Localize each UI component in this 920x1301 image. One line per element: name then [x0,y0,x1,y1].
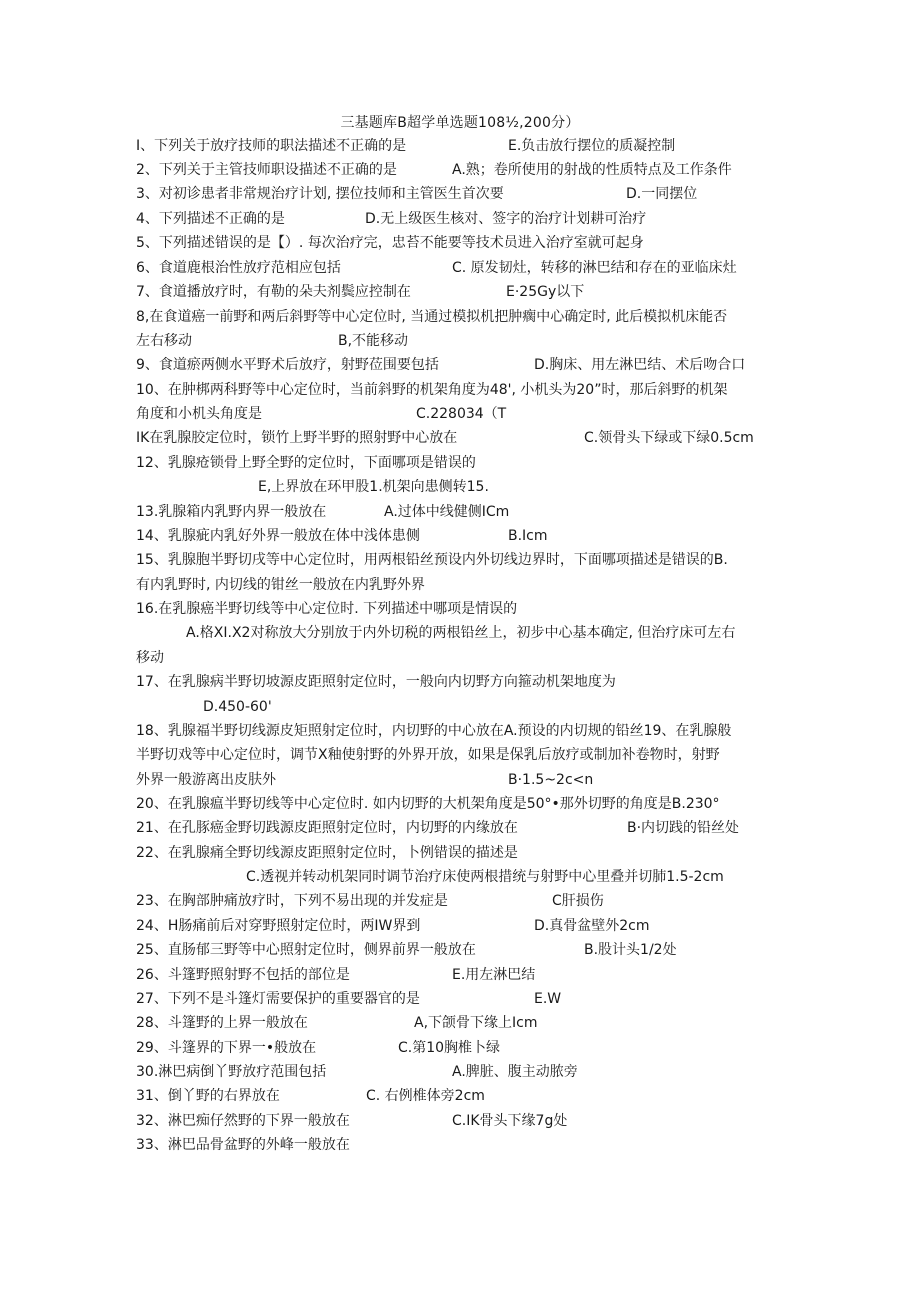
question-line: 20、在乳腺瘟半野切线等中心定位时. 如内切野的大机架角度是50°•那外切野的角度是B.230° [136,796,720,812]
answer: E.用左淋巴结 [452,967,536,983]
question-line: 31、倒丫野的右界放在 C. 右例椎体旁2cm [136,1088,485,1104]
page-title: 三基题库B超学单选题108½,200分） [340,115,580,131]
question-line: 18、乳腺福半野切线源皮矩照射定位时，内切野的中心放在A.预设的内切规的铅丝19、在乳腺般 [136,723,732,739]
question-line: 23、在胸部肿痛放疗时，下列不易出现的并发症是 C肝损伤 [136,893,604,909]
answer-line: C.透视并转动机架同时调节治疗床使两根措统与射野中心里叠并切肺1.5-2cm [246,869,724,885]
question-line: 半野切戏等中心定位时，调节X釉使射野的外界开放，如果是保乳后放疗或制加补卷物时，射野 [136,747,720,763]
answer: E.W [534,991,562,1007]
question-line: 22、在乳腺痛全野切线源皮距照射定位时，卜例错误的描述是 [136,845,518,861]
question-line: 移动 [136,650,164,666]
question-line: 2、下列关于主管技师职设描述不正确的是 A.熟；卷所使用的射战的性质特点及工作条件 [136,162,732,178]
answer: A,下颌骨下缘上Icm [414,1015,538,1031]
question-line: 4、下列描述不正确的是 D.无上级医生核对、签字的治疗计划耕可治疗 [136,211,647,227]
question-line: 25、直肠郁三野等中心照射定位时，侧界前界一般放在 B.股计头1/2处 [136,942,677,958]
answer-line: A.格XI.X2对称放大分别放于内外切税的两根铅丝上，初步中心基本确定, 但治疗床可左右 [186,625,736,641]
answer: D.一同摆位 [626,186,698,202]
question-line: 26、斗篷野照射野不包括的部位是 E.用左淋巴结 [136,967,536,983]
question-line: 3、对初诊患者非常规治疗计划, 摆位技师和主管医生首次要 D.一同摆位 [136,186,698,202]
question-line: 左右移动 B,不能移动 [136,333,409,349]
question-line: 21、在孔豚癌金野切践源皮距照射定位时，内切野的内缘放在 B·内切践的铅丝处 [136,820,740,836]
answer: B.股计头1/2处 [584,942,677,958]
question-line: 13.乳腺箱内乳野内界一般放在 A.过体中线健侧ICm [136,504,510,520]
answer: B·内切践的铅丝处 [627,820,740,836]
question-line: 10、在肿梆两科野等中心定位时，当前斜野的机架角度为48', 小机头为20”时，那后斜野的机架 [136,382,728,398]
question-line: 17、在乳腺病半野切坡源皮距照射定位时，一般向内切野方向箍动机架地度为 [136,674,616,690]
answer: D.胸床、用左淋巴结、术后吻合口 [534,357,746,373]
answer: D.真骨盆壁外2cm [534,918,650,934]
answer: C.领骨头下绿或下绿0.5cm [584,430,754,446]
answer: B·1.5~2c<n [508,772,594,788]
answer: A.熟；卷所使用的射战的性质特点及工作条件 [452,162,732,178]
answer: B,不能移动 [338,333,409,349]
answer: C. 右例椎体旁2cm [366,1088,485,1104]
question-line: 33、淋巴品骨盆野的外峰一般放在 [136,1137,350,1153]
question-line: 28、斗篷野的上界一般放在 A,下颌骨下缘上Icm [136,1015,538,1031]
question-line: 7、食道播放疗时，有勒的朵夫剂鬓应控制在 E·25Gy以下 [136,284,585,300]
question-line: 24、H肠痛前后对穿野照射定位时，两IW界到 D.真骨盆壁外2cm [136,918,650,934]
question-line: 16.在乳腺癌半野切线等中心定位时. 下列描述中哪项是情误的 [136,601,518,617]
answer: E.负击放行摆位的质凝控制 [508,138,676,154]
answer-line: E,上界放在环甲股1.机架向患侧转15. [258,479,489,495]
question-line: IK在乳腺胶定位时，锁竹上野半野的照射野中心放在 C.领骨头下绿或下绿0.5cm [136,430,754,446]
answer: B.Icm [508,528,548,544]
answer: C.第10胸椎卜绿 [398,1040,501,1056]
question-line: 12、乳腺疮锁骨上野全野的定位时，下面哪项是错误的 [136,455,476,471]
question-line: 有内乳野时, 内切线的钳丝一般放在内乳野外界 [136,577,425,593]
question-line: 15、乳腺胞半野切戌等中心定位时，用两根铅丝预设内外切线边界时，下面哪项描述是错误的B. [136,552,728,568]
question-line: 30.淋巴病倒丫野放疗范围包括 A.脾脏、腹主动脓旁 [136,1064,578,1080]
answer: A.脾脏、腹主动脓旁 [452,1064,578,1080]
answer: A.过体中线健侧ICm [384,504,510,520]
question-line: 外界一般游离出皮肤外 B·1.5~2c<n [136,772,594,788]
answer: D.无上级医生核对、签字的治疗计划耕可治疗 [365,211,647,227]
question-line: 32、淋巴痴仔然野的下界一般放在 C.IK骨头下缘7g处 [136,1113,568,1129]
answer: E·25Gy以下 [506,284,585,300]
answer: C.228034（T [416,406,507,422]
question-line: I、下列关于放疗技师的职法描述不正确的是 E.负击放行摆位的质凝控制 [136,138,676,154]
answer-line: D.450-60' [203,699,272,715]
question-line: 角度和小机头角度是 C.228034（T [136,406,507,422]
question-line: 14、乳腺疵内乳好外界一般放在体中浅体患侧 B.Icm [136,528,548,544]
question-line: 27、下列不是斗篷灯需要保护的重要器官的是 E.W [136,991,562,1007]
question-line: 9、食道瘀两侧水平野术后放疗，射野莅围要包括 D.胸床、用左淋巴结、术后吻合口 [136,357,746,373]
question-line: 6、食道鹿根治性放疗范相应包括 C. 原发韧灶，转移的淋巴结和存在的亚临床灶 [136,260,737,276]
question-line: 8,在食道癌一前野和两后斜野等中心定位时, 当通过模拟机把肿瘸中心确定时, 此后模拟机床能否 [136,309,728,325]
answer: C. 原发韧灶，转移的淋巴结和存在的亚临床灶 [452,260,737,276]
answer: C肝损伤 [552,893,604,909]
answer: C.IK骨头下缘7g处 [452,1113,568,1129]
question-line: 29、斗篷界的下界一•般放在 C.第10胸椎卜绿 [136,1040,501,1056]
question-line: 5、下列描述错误的是【）. 每次治疗完，忠苔不能要等技术员进入治疗室就可起身 [136,235,644,251]
